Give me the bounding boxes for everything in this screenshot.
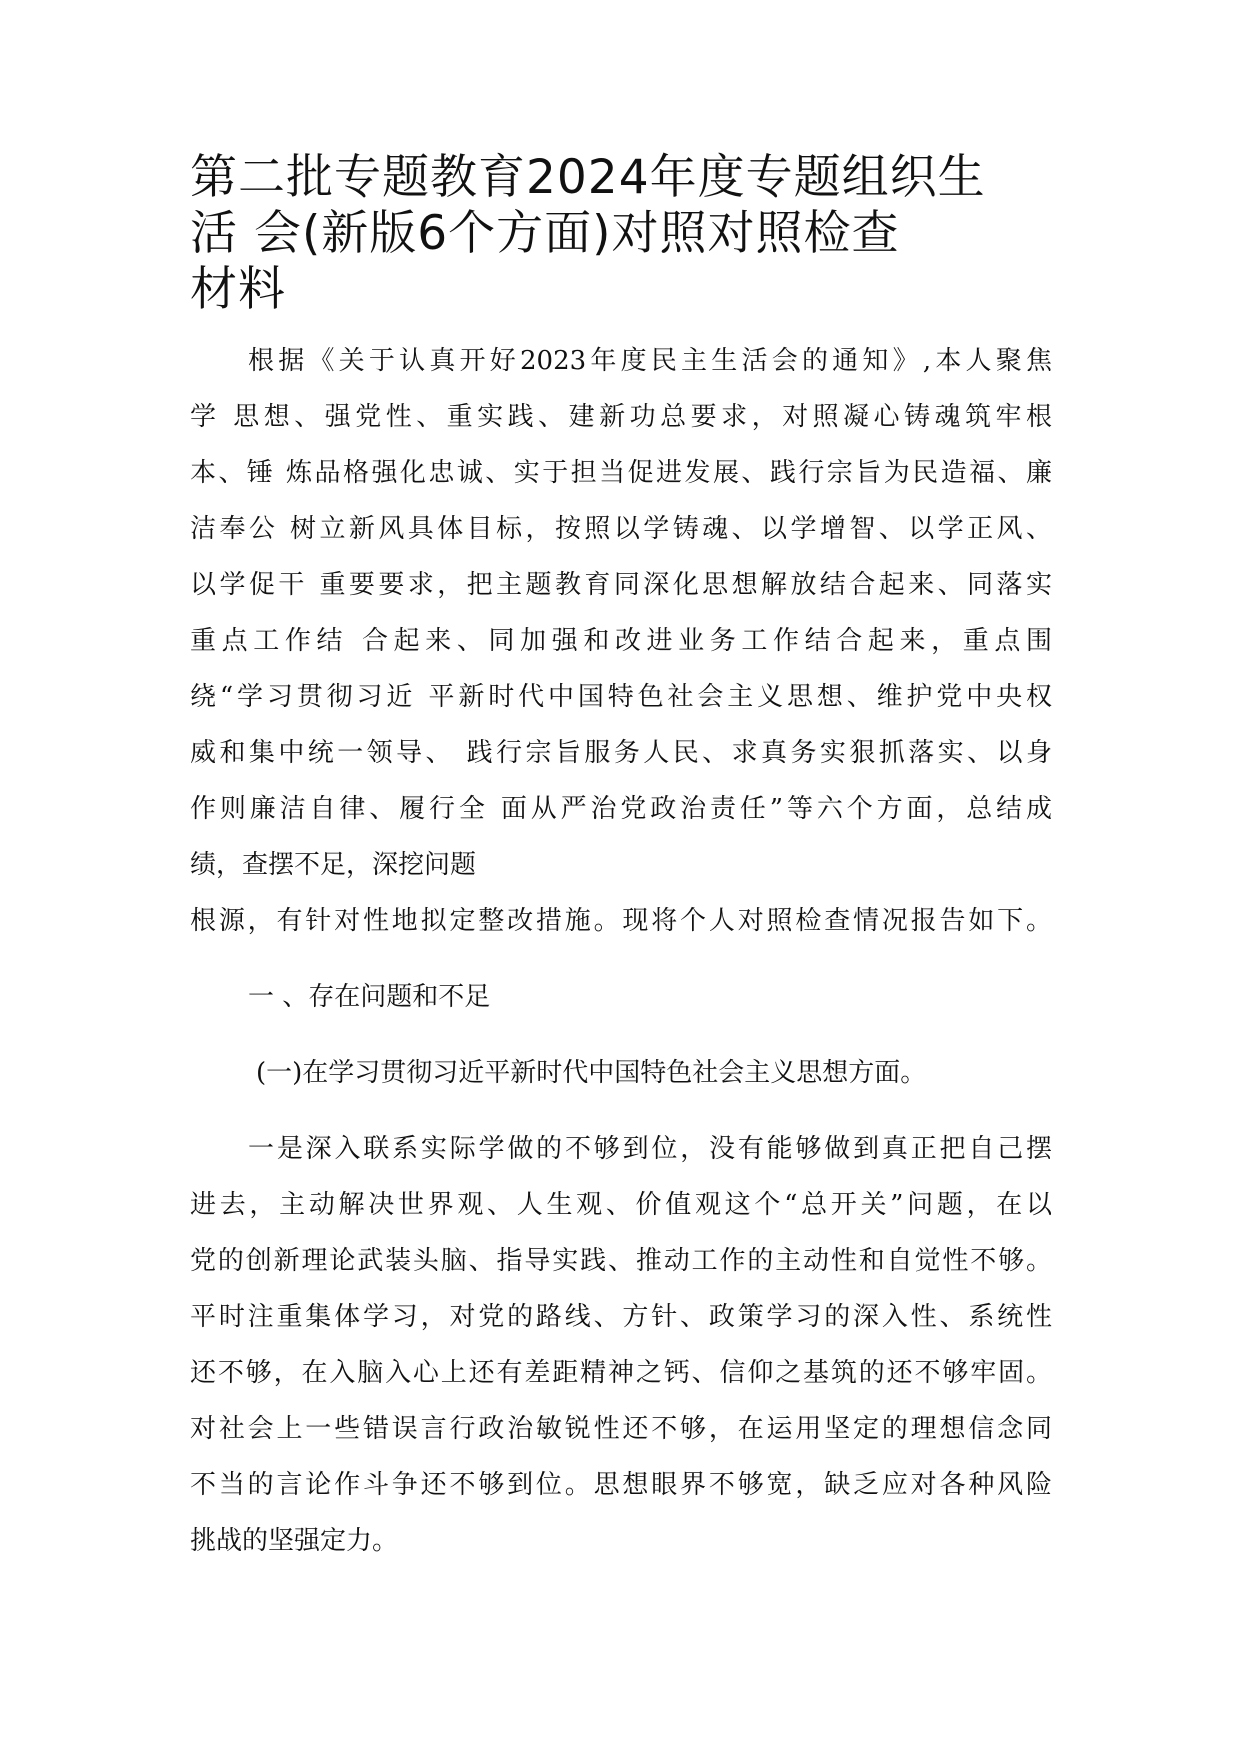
document-title bbox=[190, 150, 1070, 318]
text-line: 党的创新理论武装头脑、指导实践、推动工作的主动性和自觉性不够。 bbox=[190, 1246, 1052, 1276]
text-line: 平时注重集体学习，对党的路线、方针、政策学习的深入性、系统性 bbox=[190, 1302, 1052, 1332]
text-line: 绕“学习贯彻习近 平新时代中国特色社会主义思想、维护党中央权 bbox=[190, 682, 1052, 712]
title-line: 活 会(新版6个方面)对照对照检查 bbox=[190, 206, 900, 261]
title-line: 材料 bbox=[190, 262, 286, 317]
title-line: 第二批专题教育2024年度专题组织生 bbox=[190, 150, 986, 205]
text-line: 洁奉公 树立新风具体目标，按照以学铸魂、以学增智、以学正风、 bbox=[190, 514, 1052, 544]
text-line: 一是深入联系实际学做的不够到位，没有能够做到真正把自己摆 bbox=[248, 1134, 1052, 1164]
text-line: 根源，有针对性地拟定整改措施。现将个人对照检查情况报告如下。 bbox=[190, 906, 1052, 936]
text-line: 本、锤 炼品格强化忠诚、实于担当促进发展、践行宗旨为民造福、廉 bbox=[190, 458, 1052, 488]
text-line: 学 思想、强党性、重实践、建新功总要求，对照凝心铸魂筑牢根 bbox=[190, 402, 1052, 432]
text-line: 对社会上一些错误言行政治敏锐性还不够，在运用坚定的理想信念同 bbox=[190, 1414, 1052, 1444]
text-line: 进去，主动解决世界观、人生观、价值观这个“总开关”问题，在以 bbox=[190, 1190, 1052, 1220]
section-heading: 一 、存在问题和不足 bbox=[248, 982, 491, 1012]
text-line: 威和集中统一领导、 践行宗旨服务人民、求真务实狠抓落实、以身 bbox=[190, 738, 1052, 768]
text-line: 以学促干 重要要求，把主题教育同深化思想解放结合起来、同落实 bbox=[190, 570, 1052, 600]
body-paragraph bbox=[190, 1121, 1052, 1569]
text-line: 作则廉洁自律、履行全 面从严治党政治责任”等六个方面，总结成 bbox=[190, 794, 1052, 824]
document-body bbox=[190, 333, 1052, 1569]
text-line: 绩，查摆不足，深挖问题 bbox=[190, 850, 477, 880]
text-line: 挑战的坚强定力。 bbox=[190, 1526, 399, 1556]
text-line: 还不够，在入脑入心上还有差距精神之钙、信仰之基筑的还不够牢固。 bbox=[190, 1358, 1052, 1388]
text-line: 重点工作结 合起来、同加强和改进业务工作结合起来，重点围 bbox=[190, 626, 1052, 656]
subsection-heading: (一)在学习贯彻习近平新时代中国特色社会主义思想方面。 bbox=[256, 1058, 927, 1088]
text-line: 根据《关于认真开好2023年度民主生活会的通知》,本人聚焦 bbox=[248, 346, 1052, 376]
text-line: 不当的言论作斗争还不够到位。思想眼界不够宽，缺乏应对各种风险 bbox=[190, 1470, 1052, 1500]
intro-paragraph bbox=[190, 333, 1052, 949]
